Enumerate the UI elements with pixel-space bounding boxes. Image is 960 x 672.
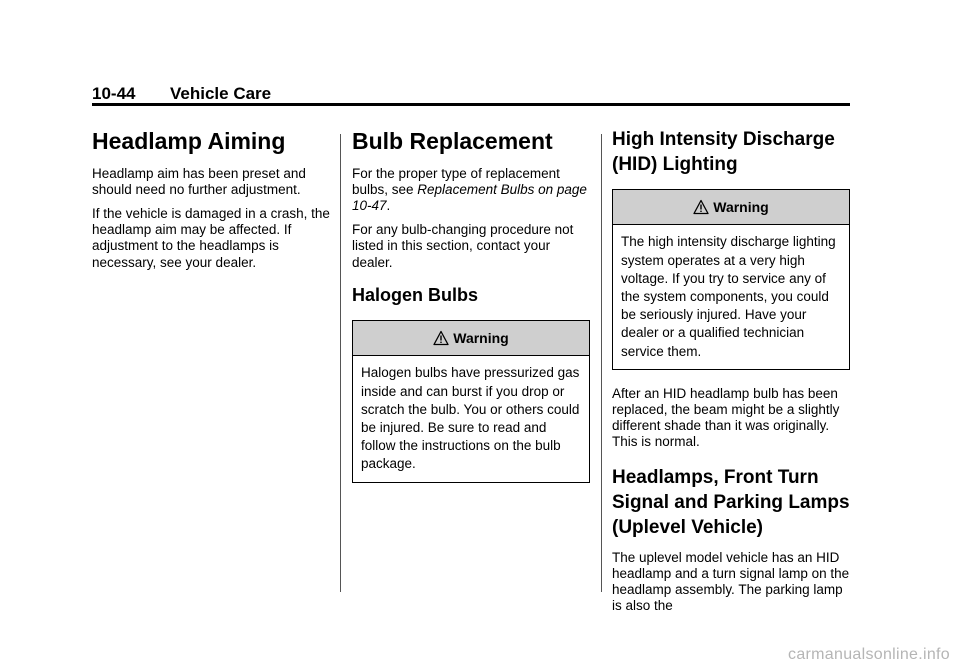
section-title: Vehicle Care [170,84,272,103]
warning-header [353,321,589,356]
paragraph: Headlamp aim has been preset and should need no further adjustment. [92,165,306,197]
warning-label: Warning [713,199,769,216]
column-2 [352,128,590,497]
warning-box [352,320,590,482]
heading-hid-lighting: High Intensity Discharge (HID) Lighting [612,129,835,175]
paragraph: For any bulb-changing procedure not listed in this section, contact your dealer. [352,222,574,270]
paragraph: The uplevel model vehicle has an HID headlamp and a turn signal lamp on the headlamp assembly. The parking lamp is also the [612,549,850,614]
column-divider [601,134,602,592]
column-3 [612,128,850,623]
warning-icon [433,330,449,346]
paragraph: After an HID headlamp bulb has been replaced, the beam might be a slightly different shade than it was originally. This is normal. [612,385,840,450]
page-number: 10-44 [92,84,136,103]
watermark: carmanualsonline.info [788,646,950,663]
heading-headlamp-aiming: Headlamp Aiming [92,128,286,154]
page-header [92,84,271,104]
heading-halogen-bulbs: Halogen Bulbs [352,284,479,305]
heading-headlamps-uplevel: Headlamps, Front Turn Signal and Parking Lamps (Uplevel Vehicle) [612,466,850,538]
warning-icon [693,199,709,215]
warning-text: The high intensity discharge lighting system operates at a very high voltage. If you try to service any of the system components, you could be seriously injured. Have your dealer or a qualified technician service them. [621,234,836,359]
warning-label: Warning [453,330,509,347]
paragraph: If the vehicle is damaged in a crash, the headlamp aim may be affected. If adjustment to the headlamps is necessary, see your dealer. [92,205,330,270]
cross-reference-link[interactable]: Replacement Bulbs on page 10-47 [352,181,587,213]
warning-box [612,189,850,370]
header-rule [92,103,850,106]
column-1 [92,128,330,279]
warning-header [613,190,849,225]
warning-text: Halogen bulbs have pressurized gas inside and can burst if you drop or scratch the bulb. You or others could be injured. Be sure to read and follow the instructions on the bulb package. [361,365,580,472]
heading-bulb-replacement: Bulb Replacement [352,128,553,154]
column-divider [340,134,341,592]
paragraph: For the proper type of replacement bulbs, see Replacement Bulbs on page 10-47. [352,165,587,213]
